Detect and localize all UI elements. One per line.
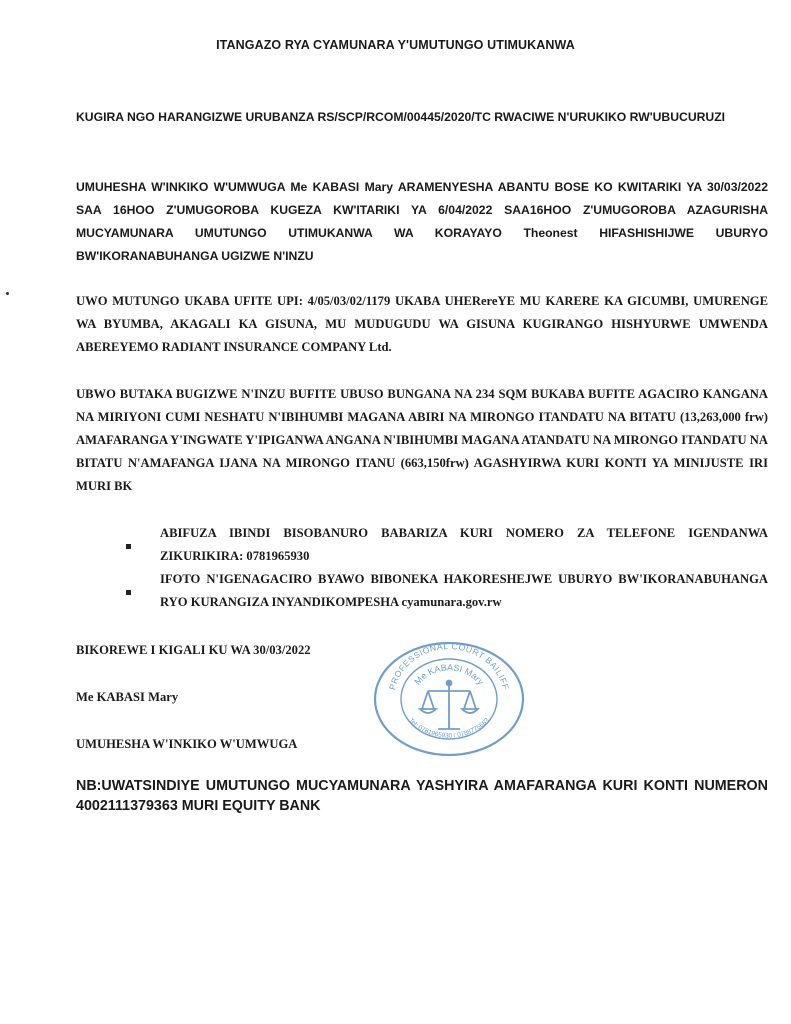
bullet-text-photo: IFOTO N'IGENAGACIRO BYAWO BIBONEKA HAKORESHEJWE UBURYO BW'IKORANABUHANGA RYO KURANGIZA INYANDIKOMPESHA cyamunara.gov.rw [160, 572, 768, 609]
square-bullet-icon [126, 590, 131, 595]
document-title: ITANGAZO RYA CYAMUNARA Y'UMUTUNGO UTIMUKANWA [216, 38, 575, 52]
case-paragraph: KUGIRA NGO HARANGIZWE URUBANZA RS/SCP/RCOM/00445/2020/TC RWACIWE N'URUKIKO RW'UBUCURUZI [76, 110, 726, 124]
official-stamp [370, 637, 528, 757]
bullet-text-contact: ABIFUZA IBINDI BISOBANURO BABARIZA KURI NOMERO ZA TELEFONE IGENDANWA ZIKURIKIRA: 0781965930 [160, 526, 768, 563]
scales-icon [420, 681, 478, 730]
signer-role: UMUHESHA W'INKIKO W'UMWUGA [76, 737, 298, 751]
announcement-paragraph: UMUHESHA W'INKIKO W'UMWUGA Me KABASI Mary ARAMENYESHA ABANTU BOSE KO KWITARIKI YA 30/03/2022 SAA 16HOO Z'UMUGOROBA KUGEZA KW'ITARIKI YA 6/04/2022 SAA16HOO Z'UMUGOROBA AZAGURISHA MUCYAMUNARA UMUTUNGO UTIMUKANWA WA KORAYAYO Theonest HIFASHISHIJWE UBURYO BW'IKORANABUHANGA UGIZWE N'INZU [76, 180, 768, 263]
list-item [120, 522, 768, 568]
stamp-name-text: Me KABASI Mary [412, 662, 486, 687]
square-bullet-icon [126, 544, 131, 549]
list-item [120, 568, 768, 614]
land-paragraph: UWO MUTUNGO UKABA UFITE UPI: 4/05/03/02/1179 UKABA UHERereYE MU KARERE KA GICUMBI, UMURENGE WA BYUMBA, AKAGALI KA GISUNA, MU MUDUGUDU WA GISUNA KUGIRANGO HISHYURWE UMWENDA ABEREYEMO RADIANT INSURANCE COMPANY Ltd. [76, 294, 768, 354]
bullet-list [120, 522, 768, 614]
house-paragraph: UBWO BUTAKA BUGIZWE N'INZU BUFITE UBUSO BUNGANA NA 234 SQM BUKABA BUFITE AGACIRO KANGANA NA MIRIYONI CUMI NESHATU N'IBIHUMBI MAGANA ABIRI NA MIRONGO ITANDATU NA BITATU (13,263,000 frw) AMAFARANGA Y'INGWATE Y'IPIGANWA ANGANA N'IBIHUMBI MAGANA ATANDATU NA MIRONGO ITANDATU NA BITATU N'AMAFANGA IJANA NA MIRONGO ITANU (663,150frw) AGASHYIRWA KURI KONTI YA MINIJUSTE IRI MURI BK [76, 387, 768, 493]
done-at-line: BIKOREWE I KIGALI KU WA 30/03/2022 [76, 643, 311, 657]
scan-speck [5, 291, 9, 295]
stamp-outer-text: PROFESSIONAL COURT BAILIFF [386, 640, 512, 691]
nb-note: NB:UWATSINDIYE UMUTUNGO MUCYAMUNARA YASHYIRA AMAFARANGA KURI KONTI NUMERON 4002111379363 MURI EQUITY BANK [76, 778, 768, 814]
stamp-tel-text: Tel: 0781965930 / 0788775663 [407, 717, 491, 740]
signer-name: Me KABASI Mary [76, 690, 179, 704]
court-bailiff-stamp-icon [370, 637, 528, 757]
